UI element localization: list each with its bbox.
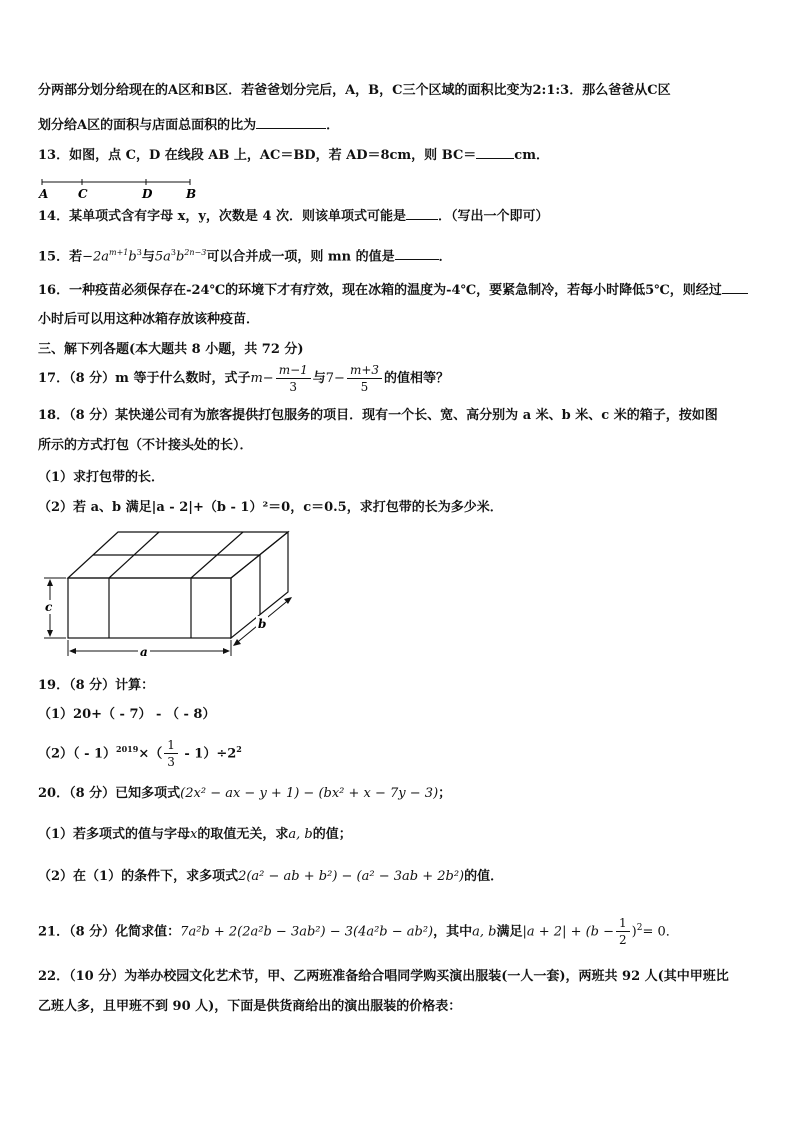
question-18-part-1: （1）求打包带的长．	[38, 470, 165, 485]
box-front-face	[68, 578, 231, 638]
q15-and: 与	[141, 249, 155, 265]
intro-line-2-text: 划分给A区的面积与店面总面积的比为	[38, 118, 257, 133]
q21-fraction	[616, 915, 630, 948]
q16-text: 16．一种疫苗必须保存在-24℃的环境下才有疗效，现在冰箱的温度为-4℃，要紧急制冷，若每小时降低5℃，则经过	[38, 283, 722, 298]
answer-blank	[406, 207, 438, 220]
question-18-line-2: 所示的方式打包（不计接头处的长）．	[38, 438, 253, 453]
q15-b2: b	[175, 249, 185, 265]
q15-text-b: 可以合并成一项，则 mn 的值是	[206, 249, 395, 265]
q20-end: ；	[438, 786, 452, 801]
question-22-line-1: 22．（10 分）为举办校园文化艺术节，甲、乙两班准备给合唱同学购买演出服装(一人一套)，两班共 92 人(其中甲班比	[38, 969, 729, 984]
question-22-line-2: 乙班人多，且甲班不到 90 人)，下面是供货商给出的演出服装的价格表：	[38, 999, 462, 1014]
question-16-line-1	[38, 281, 748, 300]
intro-line-2-end: ．	[326, 118, 340, 133]
q15-text: 15．若	[38, 249, 83, 265]
a-label: a	[140, 645, 148, 659]
q21-expression: 7a²b + 2(2a²b − 3ab²) − 3(4a²b − ab²)	[180, 924, 434, 940]
q17-text: 17．（8 分）m 等于什么数时，式子	[38, 371, 251, 386]
a-arrow-left	[69, 648, 76, 654]
point-label-d: D	[142, 187, 153, 201]
c-label: c	[45, 600, 53, 614]
q20-text: 20．（8 分）已知多项式	[38, 786, 181, 801]
q20-p1-end: 的值；	[312, 827, 352, 842]
q14-text: 14．某单项式含有字母 x，y，次数是 4 次．则该单项式可能是	[38, 209, 407, 224]
q20-expression: (2x² − ax − y + 1) − (bx² + x − 7y − 3)	[180, 786, 439, 801]
question-17	[38, 360, 449, 398]
point-label-a: A	[39, 187, 49, 201]
q17-den2: 5	[360, 380, 369, 394]
q15-exp3: 3	[136, 248, 142, 257]
q15-exp2: 2n−3	[184, 248, 207, 257]
q21-num: 1	[616, 915, 630, 932]
q20-p1-ab: a, b	[288, 827, 313, 842]
question-20-part-1	[38, 826, 352, 844]
q21-text: 21．（8 分）化简求值：	[38, 924, 181, 940]
q21-den: 2	[619, 933, 627, 948]
q20-p2-expression: 2(a² − ab + b²) − (a² − 3ab + 2b²)	[238, 869, 465, 884]
section-heading: 三、解下列各题(本大题共 8 小题，共 72 分)	[38, 342, 304, 357]
point-label-b: B	[186, 187, 197, 201]
q21-where: ，其中	[433, 924, 473, 940]
q15-exp3b: 3	[170, 248, 176, 257]
box-figure	[38, 528, 298, 660]
q15-term2: 5a	[154, 249, 171, 265]
intro-line-1: 分两部分划分给现在的A区和B区．若爸爸划分完后，A，B，C三个区域的面积比变为2:1:3．那么爸爸从C区	[38, 83, 671, 98]
q15-exp1: m+1	[109, 248, 129, 257]
question-19-title: 19．（8 分）计算：	[38, 678, 155, 693]
answer-blank	[476, 146, 514, 159]
q19-exp2: 2	[236, 744, 242, 754]
c-arrow-bottom	[47, 630, 53, 637]
question-16-line-2: 小时后可以用这种冰箱存放该种疫苗．	[38, 312, 260, 327]
q17-minus: −	[262, 371, 274, 386]
q21-condition-b: )	[631, 924, 637, 940]
question-20	[38, 785, 451, 803]
q15-end: ．	[438, 249, 452, 265]
q19-p2-start: （2）（ - 1）	[38, 746, 117, 762]
q17-seven: 7−	[325, 371, 345, 386]
question-20-part-2	[38, 868, 503, 886]
q19-num: 1	[164, 737, 178, 754]
q17-end: 的值相等？	[384, 371, 450, 386]
a-arrow-right	[223, 648, 230, 654]
q19-times: ×（	[138, 746, 163, 762]
q17-m: m	[250, 371, 263, 386]
q21-condition-a: |a + 2| + (b −	[522, 924, 615, 940]
q17-num2: m+3	[347, 362, 382, 379]
answer-blank	[256, 116, 326, 129]
segment-figure	[38, 178, 198, 202]
q20-p1-text-b: 的取值无关，求	[197, 827, 289, 842]
q21-equals: = 0．	[642, 924, 679, 940]
b-label: b	[258, 617, 267, 631]
question-19-part-2	[38, 730, 242, 773]
q15-b1: b	[128, 249, 137, 265]
question-14	[38, 207, 549, 226]
q13-unit: cm．	[514, 148, 549, 163]
answer-blank	[395, 247, 439, 260]
question-15	[38, 244, 452, 266]
point-label-c: C	[78, 187, 88, 201]
q19-fraction	[164, 737, 178, 770]
question-18-line-1: 18．（8 分）某快递公司有为旅客提供打包服务的项目．现有一个长、宽、高分别为 a 米、b 米、c 米的箱子，按如图	[38, 408, 718, 423]
q19-p2-end: - 1）÷2	[179, 746, 237, 762]
q21-ab: a, b	[472, 924, 497, 940]
q20-p1-text: （1）若多项式的值与字母	[38, 827, 191, 842]
question-18-part-2: （2）若 a、b 满足|a - 2|+（b - 1）²＝0，c＝0.5，求打包带的长为多少米．	[38, 500, 503, 515]
question-19-part-1: （1）20+（ - 7） - （ - 8）	[38, 707, 216, 722]
q20-p2-end: 的值．	[464, 869, 504, 884]
q21-satisfy: 满足	[496, 924, 523, 940]
q17-den1: 3	[289, 380, 298, 394]
c-arrow-top	[47, 579, 53, 586]
answer-blank	[722, 281, 748, 294]
q17-num1: m−1	[276, 362, 311, 379]
q19-den: 3	[167, 755, 175, 770]
q13-text: 13．如图，点 C，D 在线段 AB 上，AC＝BD，若 AD＝8cm，则 BC＝	[38, 148, 477, 163]
intro-line-2	[38, 116, 339, 135]
q17-fraction-2	[347, 362, 382, 395]
q17-and: 与	[312, 371, 326, 386]
q17-fraction-1	[276, 362, 311, 395]
q21-square: 2	[636, 923, 643, 933]
q14-end: ．（写出一个即可）	[438, 209, 549, 224]
q19-exp: 2019	[116, 744, 139, 754]
question-21	[38, 908, 679, 952]
q15-term1: −2a	[82, 249, 110, 265]
question-13	[38, 146, 549, 165]
q20-p1-x: x	[190, 827, 198, 842]
q20-p2-text: （2）在（1）的条件下，求多项式	[38, 869, 239, 884]
